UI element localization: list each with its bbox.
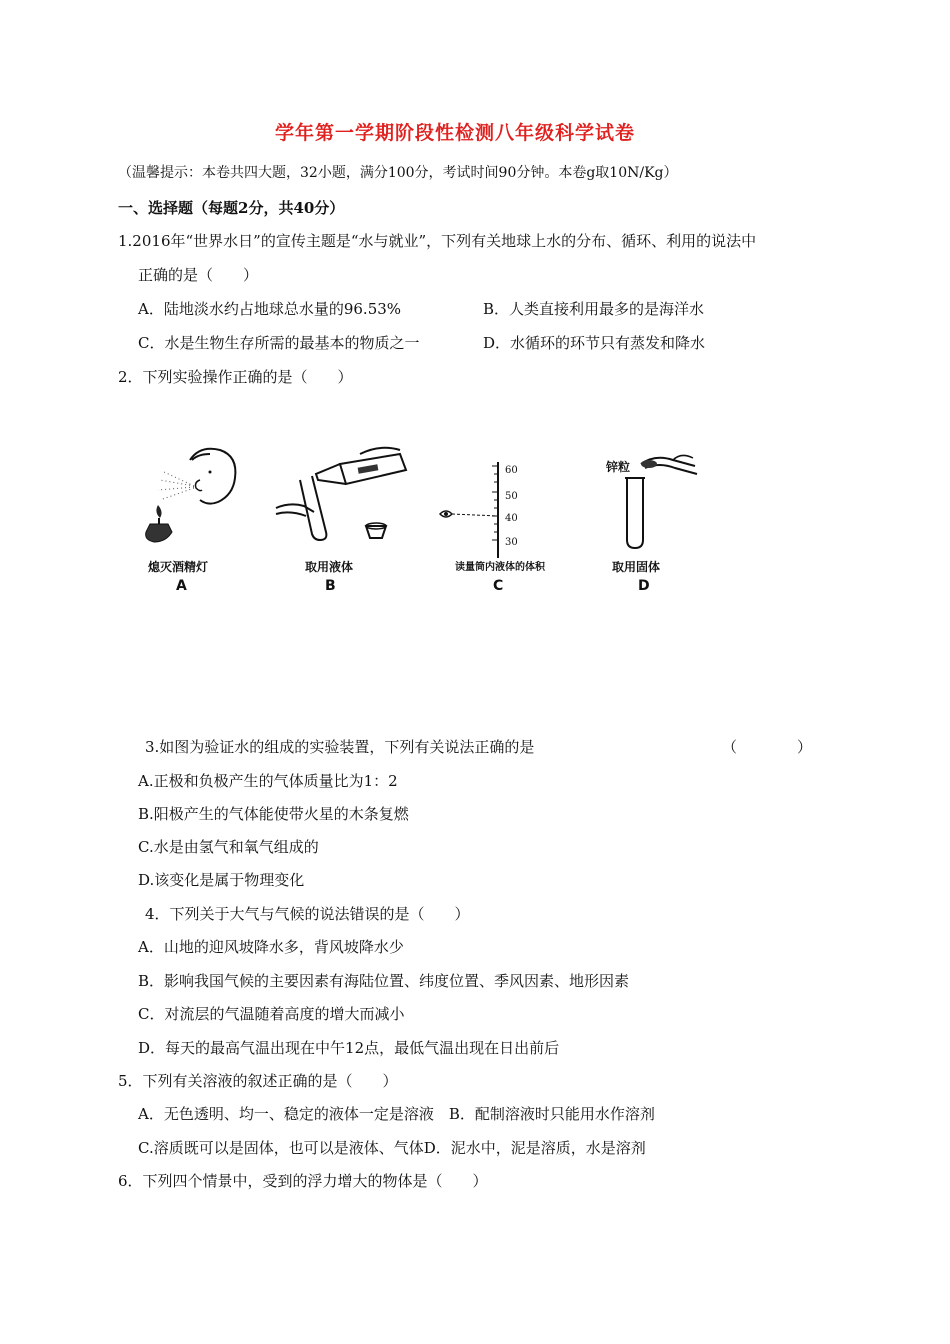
question-5-options-cd: C.溶质既可以是固体，也可以是液体、气体D．泥水中，泥是溶质，水是溶剂 bbox=[138, 1139, 646, 1157]
figure-b-label: B bbox=[325, 578, 336, 594]
section-heading: 一、选择题（每题2分，共40分） bbox=[118, 199, 345, 217]
figure-d-add-solid bbox=[615, 450, 710, 550]
question-4-option-a: A．山地的迎风坡降水多，背风坡降水少 bbox=[138, 938, 404, 956]
question-3-stem: 3.如图为验证水的组成的实验装置，下列有关说法正确的是 bbox=[145, 738, 535, 756]
question-1-stem: 1.2016年“世界水日”的宣传主题是“水与就业”，下列有关地球上水的分布、循环、利用的说法中 bbox=[118, 232, 757, 250]
question-5-stem: 5．下列有关溶液的叙述正确的是（ ） bbox=[118, 1072, 398, 1090]
scale-60: 60 bbox=[505, 465, 518, 476]
question-3-option-d: D.该变化是属于物理变化 bbox=[138, 871, 305, 889]
page-title: 学年第一学期阶段性检测八年级科学试卷 bbox=[275, 122, 636, 144]
figure-c-read-cylinder bbox=[436, 462, 536, 558]
question-1-option-c: C．水是生物生存所需的最基本的物质之一 bbox=[138, 334, 420, 352]
question-4-option-c: C．对流层的气温随着高度的增大而减小 bbox=[138, 1005, 405, 1023]
zinc-label: 锌粒 bbox=[606, 460, 631, 474]
figure-b-caption: 取用液体 bbox=[305, 560, 354, 574]
figure-a-caption: 熄灭酒精灯 bbox=[148, 560, 209, 574]
question-3-option-c: C.水是由氢气和氧气组成的 bbox=[138, 838, 319, 856]
figure-c-label: C bbox=[493, 578, 504, 594]
scale-40: 40 bbox=[505, 513, 518, 524]
question-3-option-b: B.阳极产生的气体能使带火星的木条复燃 bbox=[138, 805, 409, 823]
figure-b-pour-liquid bbox=[270, 450, 410, 550]
figure-d-caption: 取用固体 bbox=[612, 560, 661, 574]
figure-c-caption: 读量筒内液体的体积 bbox=[455, 562, 545, 573]
question-1-stem-cont: 正确的是（ ） bbox=[138, 266, 259, 284]
figure-a-label: A bbox=[176, 578, 187, 594]
question-1-option-d: D．水循环的环节只有蒸发和降水 bbox=[483, 334, 706, 352]
question-1-option-a: A．陆地淡水约占地球总水量的96.53% bbox=[138, 300, 402, 318]
question-2-stem: 2．下列实验操作正确的是（ ） bbox=[118, 368, 353, 386]
question-3-answer-paren: （ ） bbox=[722, 738, 813, 756]
question-3-option-a: A.正极和负极产生的气体质量比为1：2 bbox=[138, 772, 398, 790]
question-1-option-b: B．人类直接利用最多的是海洋水 bbox=[483, 300, 705, 318]
question-4-option-b: B．影响我国气候的主要因素有海陆位置、纬度位置、季风因素、地形因素 bbox=[138, 972, 630, 990]
figure-d-label: D bbox=[638, 578, 650, 594]
question-6-stem: 6．下列四个情景中，受到的浮力增大的物体是（ ） bbox=[118, 1172, 488, 1190]
scale-30: 30 bbox=[505, 537, 518, 548]
question-4-stem: 4．下列关于大气与气候的说法错误的是（ ） bbox=[145, 905, 470, 923]
question-5-options-ab: A．无色透明、均一、稳定的液体一定是溶液 B．配制溶液时只能用水作溶剂 bbox=[138, 1105, 655, 1123]
scale-50: 50 bbox=[505, 491, 518, 502]
figure-a-blow-lamp bbox=[130, 440, 240, 550]
question-4-option-d: D．每天的最高气温出现在中午12点，最低气温出现在日出前后 bbox=[138, 1039, 560, 1057]
exam-notice: （温馨提示：本卷共四大题，32小题，满分100分，考试时间90分钟。本卷g取10N/Kg） bbox=[118, 165, 678, 181]
